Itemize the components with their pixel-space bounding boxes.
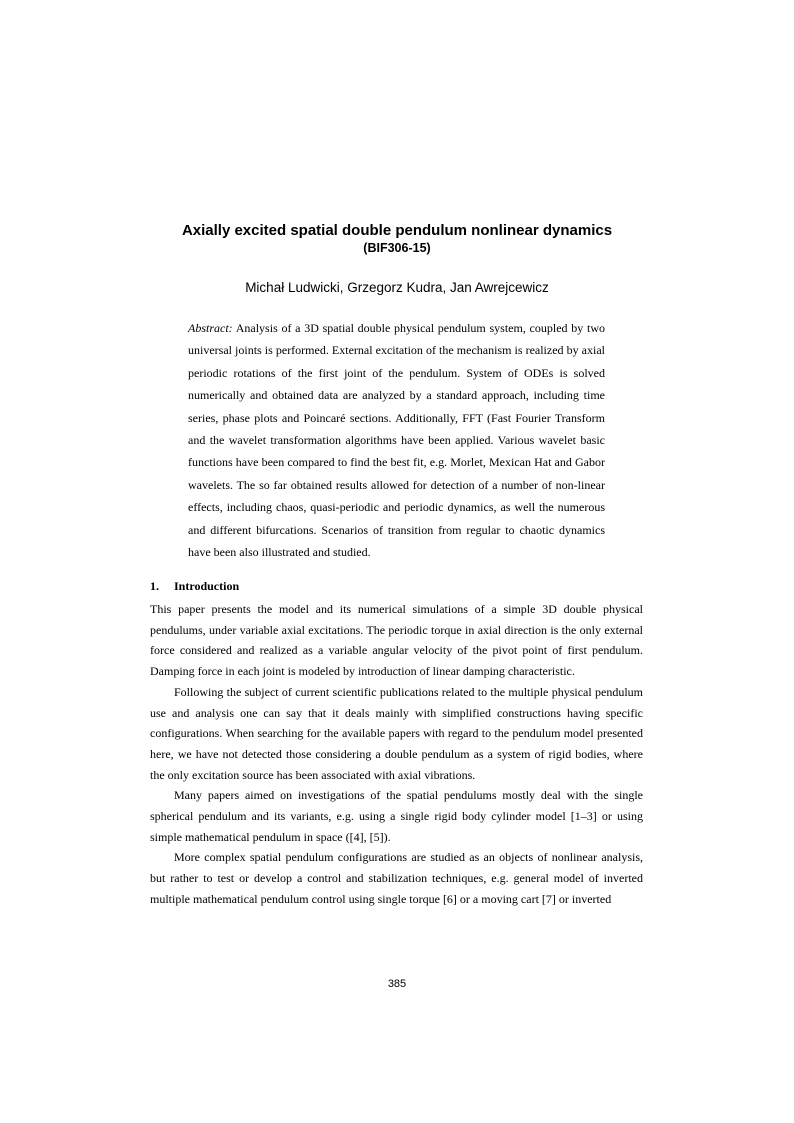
paragraph: More complex spatial pendulum configurations are studied as an objects of nonlinear analysis, but rather to test or develop a control and stabilization techniques, e.g. general model of inverted multiple mathematical pendulum control using single torque [6] or a moving cart [7] or inverted bbox=[150, 850, 643, 906]
section-title: Introduction bbox=[174, 579, 240, 593]
paragraph: This paper presents the model and its numerical simulations of a simple 3D double physical pendulums, under variable axial excitations. The periodic torque in axial direction is the only external force considered and realized as a variable angular velocity of the pivot point of first pendulum. Damping force in each joint is modeled by introduction of linear damping characteristic. bbox=[150, 602, 643, 679]
paper-code: (BIF306-15) bbox=[363, 241, 431, 255]
body-text bbox=[150, 599, 643, 910]
paragraph: Many papers aimed on investigations of the spatial pendulums mostly deal with the single spherical pendulum and its variants, e.g. using a single rigid body cylinder model [1–3] or using simple mathematical pendulum in space ([4], [5]). bbox=[150, 788, 643, 844]
paragraph: Following the subject of current scientific publications related to the multiple physical pendulum use and analysis one can say that it deals mainly with simplified constructions having specific configurations. When searching for the available papers with regard to the pendulum model presented here, we have not detected those considering a double pendulum as a system of rigid bodies, where the only excitation source has been associated with axial vibrations. bbox=[150, 684, 643, 782]
page-number: 385 bbox=[387, 978, 407, 990]
section-number: 1. bbox=[150, 579, 159, 593]
paper-authors: Michał Ludwicki, Grzegorz Kudra, Jan Awrejcewicz bbox=[245, 280, 549, 295]
abstract bbox=[188, 317, 605, 563]
paper-title: Axially excited spatial double pendulum nonlinear dynamics bbox=[181, 222, 613, 239]
section-heading bbox=[150, 577, 239, 595]
abstract-text: Analysis of a 3D spatial double physical pendulum system, coupled by two universal joints is performed. External excitation of the mechanism is realized by axial periodic rotations of the first joint of the pendulum. System of ODEs is solved numerically and obtained data are analyzed by a standard approach, including time series, phase plots and Poincaré sections. Additionally, FFT (Fast Fourier Transform and the wavelet transformation algorithms have been applied. Various wavelet basic functions have been compared to find the best fit, e.g. Morlet, Mexican Hat and Gabor wavelets. The so far obtained results allowed for detection of a number of non-linear effects, including chaos, quasi-periodic and periodic dynamics, as well the numerous and different bifurcations. Scenarios of transition from regular to chaotic dynamics have been also illustrated and studied. bbox=[188, 321, 605, 560]
abstract-label: Abstract: bbox=[188, 321, 233, 335]
